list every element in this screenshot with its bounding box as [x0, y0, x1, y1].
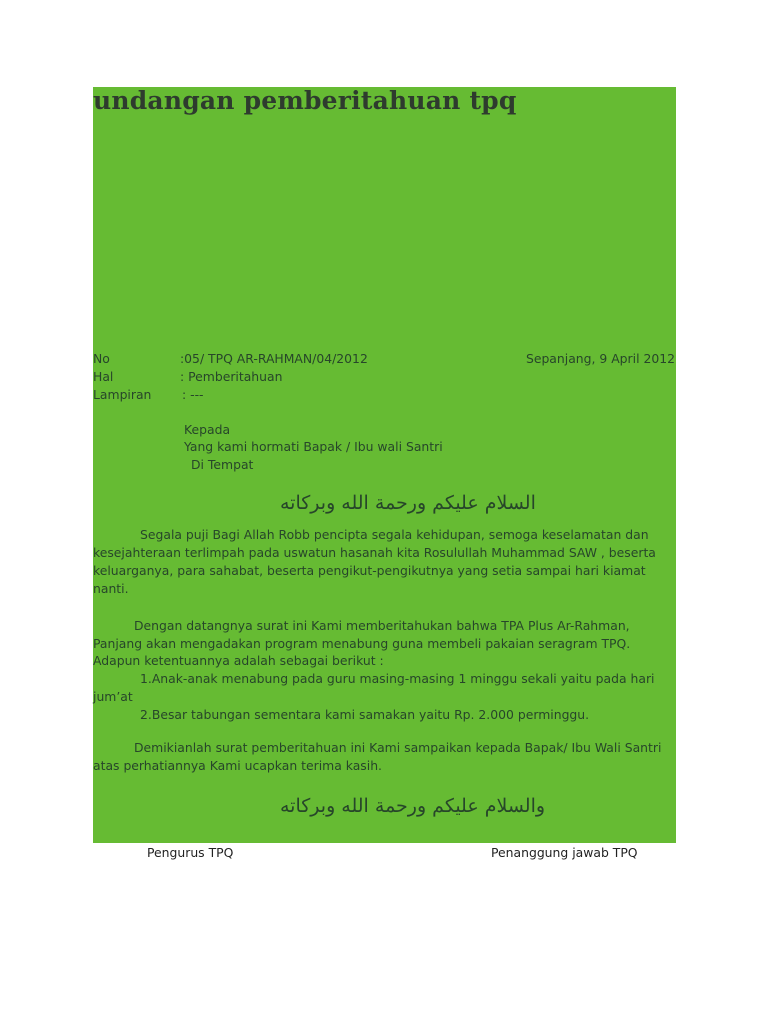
signature-right: Penanggung jawab TPQ	[491, 845, 638, 860]
paragraph-1-line: keluarganya, para sahabat, beserta pengikut-pengikutnya yang setia sampai hari kiamat	[93, 563, 646, 578]
recipient-line-2: Yang kami hormati Bapak / Ibu wali Santri	[184, 439, 443, 454]
no-value: :05/ TPQ AR-RAHMAN/04/2012	[180, 351, 368, 366]
hal-value: : Pemberitahuan	[180, 369, 283, 384]
paragraph-2-line: Panjang akan mengadakan program menabung guna membeli pakaian seragram TPQ.	[93, 636, 631, 651]
paragraph-3-line: atas perhatiannya Kami ucapkan terima kasih.	[93, 758, 382, 773]
lampiran-label: Lampiran	[93, 387, 152, 402]
recipient-line-3: Di Tempat	[191, 457, 254, 472]
recipient-line-1: Kepada	[184, 422, 231, 437]
rule-item-1-continued: jum’at	[93, 689, 133, 704]
paragraph-1-line: kesejahteraan terlimpah pada uswatun hasanah kita Rosulullah Muhammad SAW , beserta	[93, 545, 656, 560]
paragraph-3-line: Demikianlah surat pemberitahuan ini Kami sampaikan kepada Bapak/ Ibu Wali Santri	[134, 740, 662, 755]
hal-label: Hal	[93, 369, 114, 384]
rule-item-2: 2.Besar tabungan sementara kami samakan yaitu Rp. 2.000 perminggu.	[140, 707, 590, 722]
no-label: No	[93, 351, 110, 366]
paragraph-2-line: Dengan datangnya surat ini Kami memberitahukan bahwa TPA Plus Ar-Rahman,	[134, 618, 630, 633]
letter-date: Sepanjang, 9 April 2012	[525, 351, 675, 366]
paragraph-2-line: Adapun ketentuannya adalah sebagai berikut :	[93, 653, 384, 668]
signature-left: Pengurus TPQ	[147, 845, 234, 860]
rule-item-1: 1.Anak-anak menabung pada guru masing-masing 1 minggu sekali yaitu pada hari	[140, 671, 655, 686]
paragraph-1-line: nanti.	[93, 581, 129, 596]
arabic-closing: والسلام عليكم ورحمة الله وبركاته	[280, 795, 546, 817]
lampiran-value: : ---	[182, 387, 204, 402]
letter-background	[93, 87, 676, 843]
letter-title: undangan pemberitahuan tpq	[93, 86, 517, 115]
paragraph-1-line: Segala puji Bagi Allah Robb pencipta segala kehidupan, semoga keselamatan dan	[140, 527, 649, 542]
arabic-greeting: السلام عليكم ورحمة الله وبركاته	[280, 492, 536, 514]
